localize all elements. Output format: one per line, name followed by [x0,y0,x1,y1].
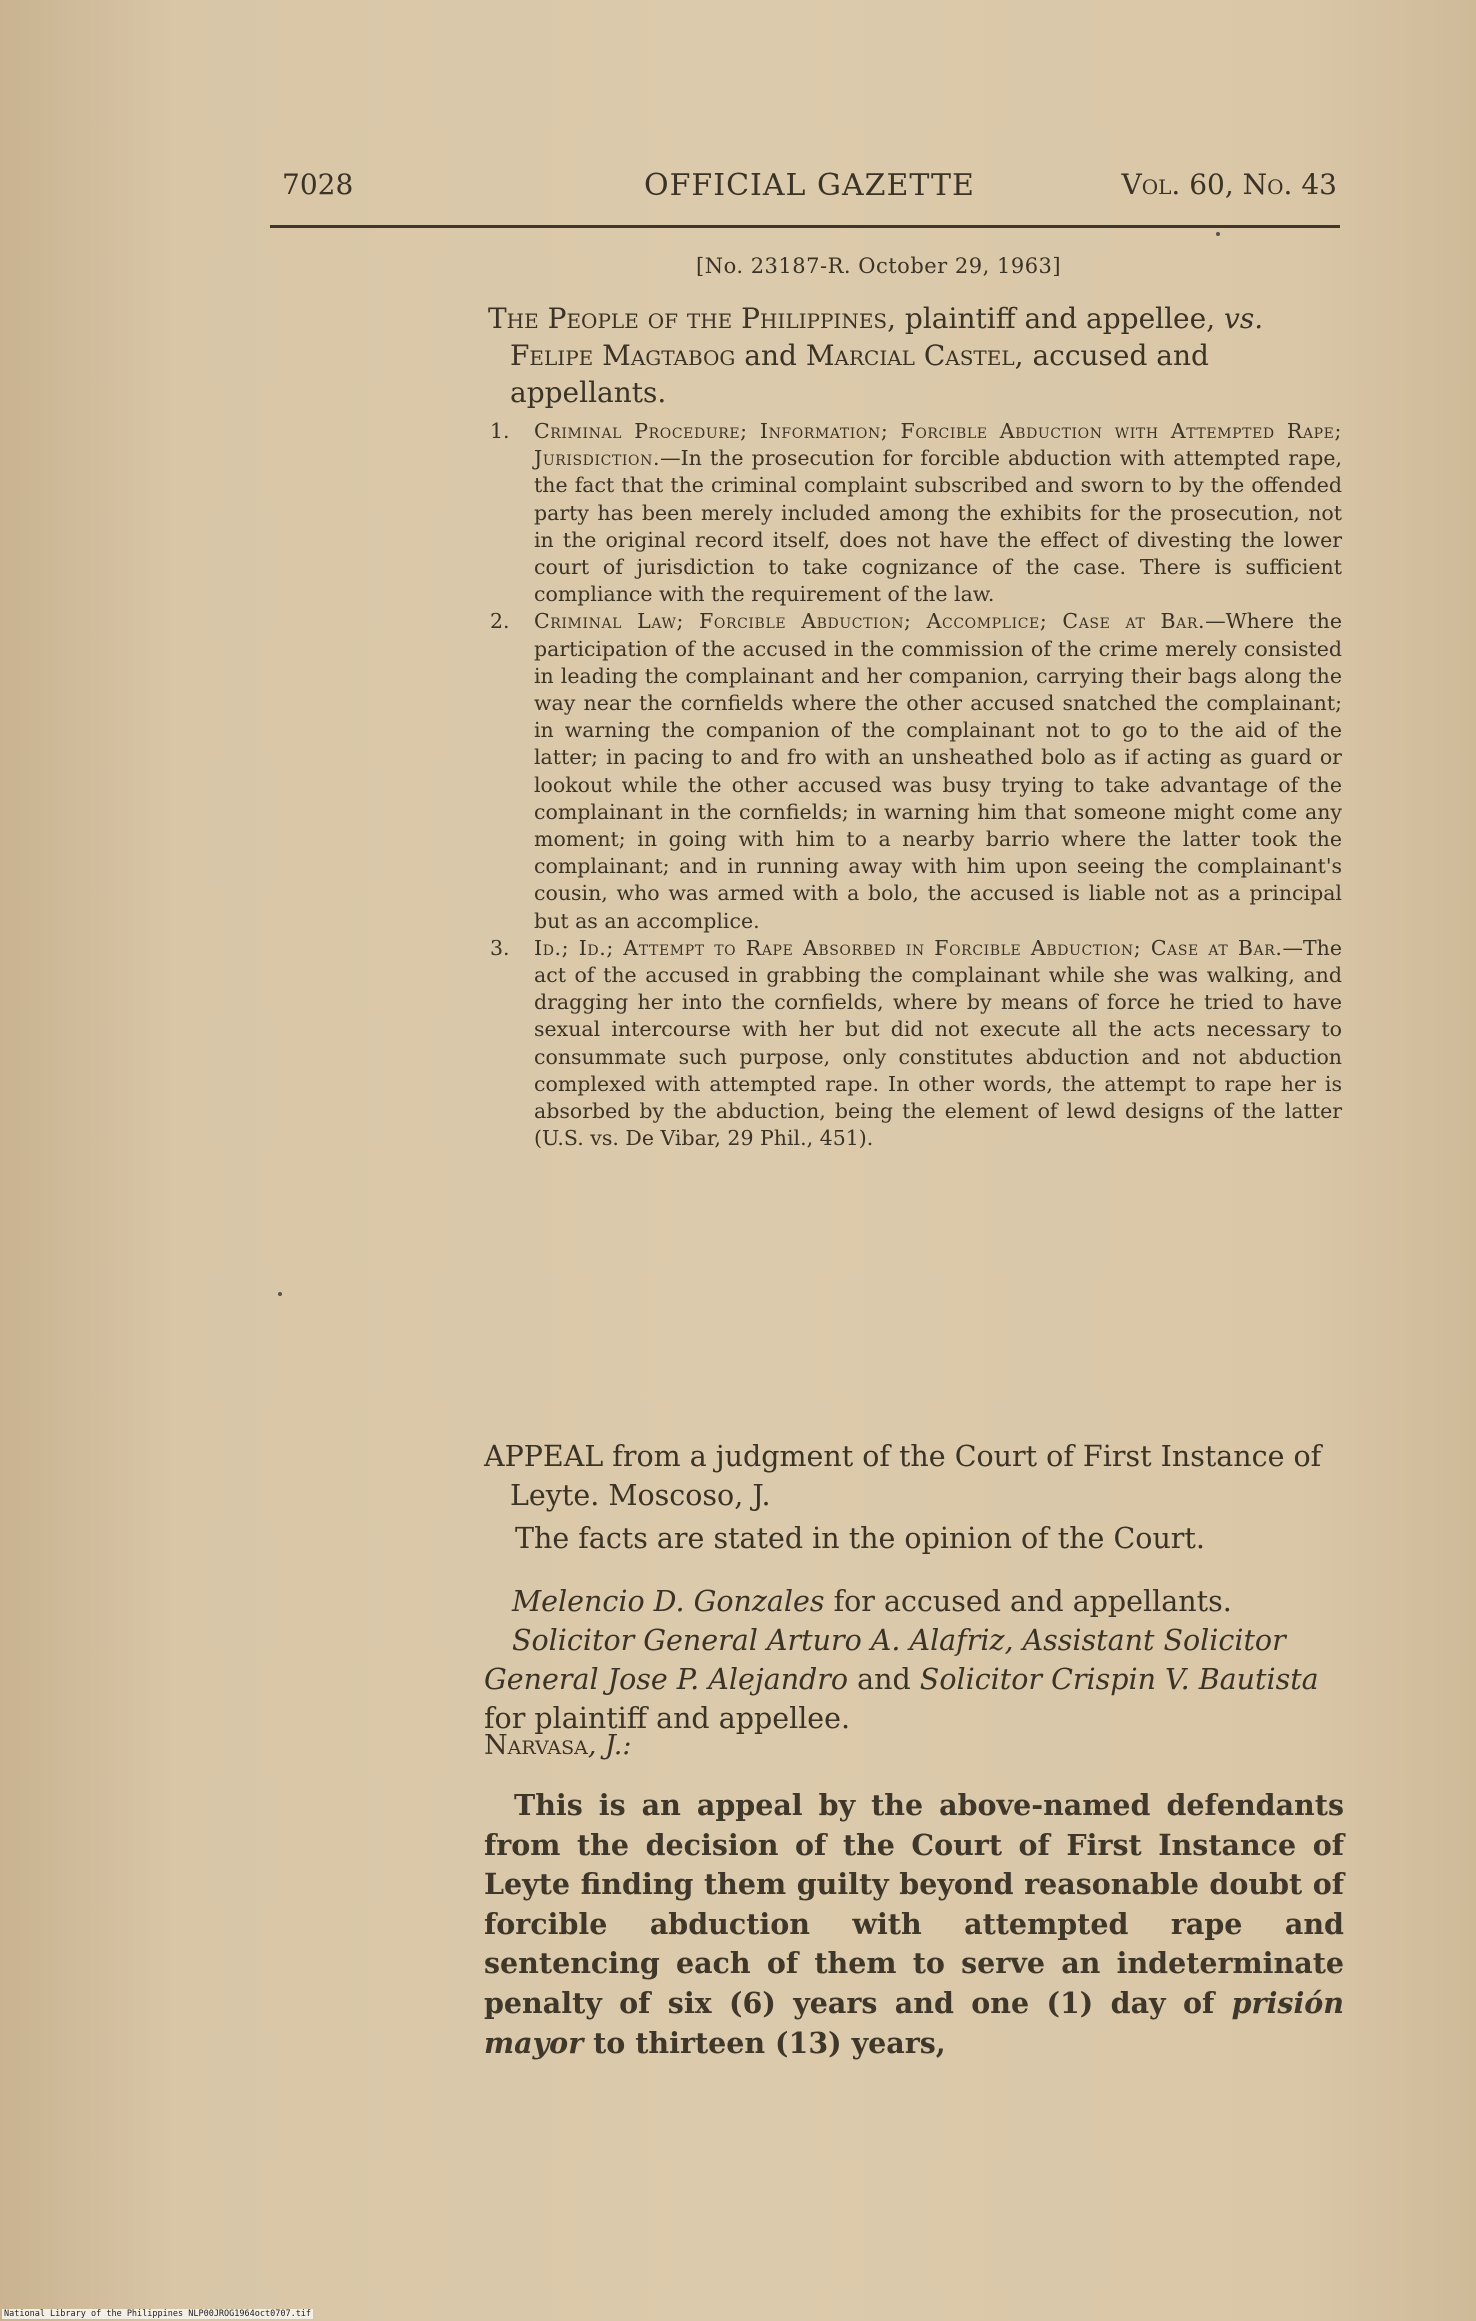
accused-role: , accused and appellants. [510,339,1209,409]
print-speck [278,1292,282,1296]
defense-counsel-role: for accused and appellants. [824,1585,1232,1618]
gazette-title: OFFICIAL GAZETTE [644,168,975,203]
opening-tail: to thirteen (13) years, [583,2025,946,2060]
appeal-lead: APPEAL [484,1440,604,1473]
volume-number: Vol. 60, No. 43 [1121,168,1337,201]
prosecution-counsel-role: for plaintiff and appellee. [484,1702,851,1735]
syllabus-body: —In the prosecution for forcible abduction with attempted rape, the fact that the criminal complaint subscribed and sworn to by the offended party has been merely included among the exhibits for the prosecution, not in the original record itself, does not have the effect of divesting the lower court of jurisdiction to take cognizance of the case. There is sufficient compliance with the requirement of the law. [534,446,1342,607]
plaintiff-name: The People of the Philippines [488,302,888,335]
prosecution-counsel-name-2: Solicitor Crispin V. Bautista [919,1663,1319,1696]
counsel [484,1582,1344,1738]
opinion-author [484,1730,631,1761]
appeal-judge: Moscoso, J. [608,1479,771,1512]
syllabus-heading: Id.; Id.; Attempt to Rape Absorbed in Forcible Abduction; Case at Bar. [534,935,1283,960]
syllabus-item [490,608,1342,934]
defense-counsel [484,1582,1344,1621]
opening-term: prisión mayor [484,1985,1344,2060]
syllabus-heading: Criminal Law; Forcible Abduction; Accomplice; Case at Bar. [534,609,1206,634]
opinion-opening [484,1786,1344,2063]
page-header [282,168,1337,216]
print-speck [1216,232,1220,236]
syllabus-number: 2. [490,609,510,634]
accused-name-1: Felipe Magtabog [510,339,736,372]
syllabus-heading: Criminal Procedure; Information; Forcible Abduction with Attempted Rape; Jurisdiction. [534,419,1342,471]
accused-name-2: Marcial Castel [805,339,1015,372]
prosecution-counsel [484,1621,1344,1738]
syllabus-number: 1. [490,419,510,443]
facts-statement: The facts are stated in the opinion of the Court. [515,1522,1205,1555]
author-suffix: , J.: [587,1730,632,1761]
syllabus-number: 3. [490,935,510,960]
case-parties [488,300,1343,411]
case-number: [No. 23187-R. October 29, 1963] [696,254,1062,278]
syllabus-item [490,418,1342,608]
prosecution-counsel-names: Solicitor General Arturo A. Alafriz, Assistant Solicitor General Jose P. Alejandro [484,1624,1286,1696]
page-number: 7028 [282,168,354,201]
appeal-line [484,1437,1344,1515]
plaintiff-role: , plaintiff and appellee, [887,302,1216,335]
author-name: Narvasa [484,1730,588,1761]
opening-text: This is an appeal by the above-named defendants from the decision of the Court of First Instance of Leyte finding them guilty beyond reasonable doubt of forcible abduction with attempted rape and sentencing each of them to serve an indeterminate penalty of six (6) years and one (1) day of [484,1788,1344,2020]
syllabus [490,418,1342,1152]
defense-counsel-name: Melencio D. Gonzales [512,1585,825,1618]
scan-footer: National Library of the Philippines NLP00JROG1964oct0707.tif [4,2309,312,2319]
syllabus-item [490,935,1342,1153]
syllabus-body: —Where the participation of the accused in the commission of the crime merely consisted in leading the complainant and her companion, carrying their bags along the way near the cornfields where the other accused snatched the complainant; in warning the companion of the complainant not to go to the aid of the latter; in pacing to and fro with an unsheathed bolo as if acting as guard or lookout while the other accused was busy trying to take advantage of the complainant in the cornfields; in warning him that someone might come any moment; in going with him to a nearby barrio where the latter took the complainant; and in running away with him upon seeing the complainant's cousin, who was armed with a bolo, the accused is liable not as a principal but as an accomplice. [534,609,1342,933]
versus: vs. [1224,302,1264,335]
header-rule [270,225,1340,228]
syllabus-body: —The act of the accused in grabbing the complainant while she was walking, and dragging her into the cornfields, where by means of force he tried to have sexual intercourse with her but did not execute all the acts necessary to consummate such purpose, only constitutes abduction and not abduction complexed with attempted rape. In other words, the attempt to rape her is absorbed by the abduction, being the element of lewd designs of the latter (U.S. vs. De Vibar, 29 Phil., 451). [534,935,1342,1151]
appeal-text: from a judgment of the Court of First Instance of Leyte. [510,1440,1322,1512]
parties-and: and [735,339,806,372]
prosecution-and: and [848,1663,920,1696]
